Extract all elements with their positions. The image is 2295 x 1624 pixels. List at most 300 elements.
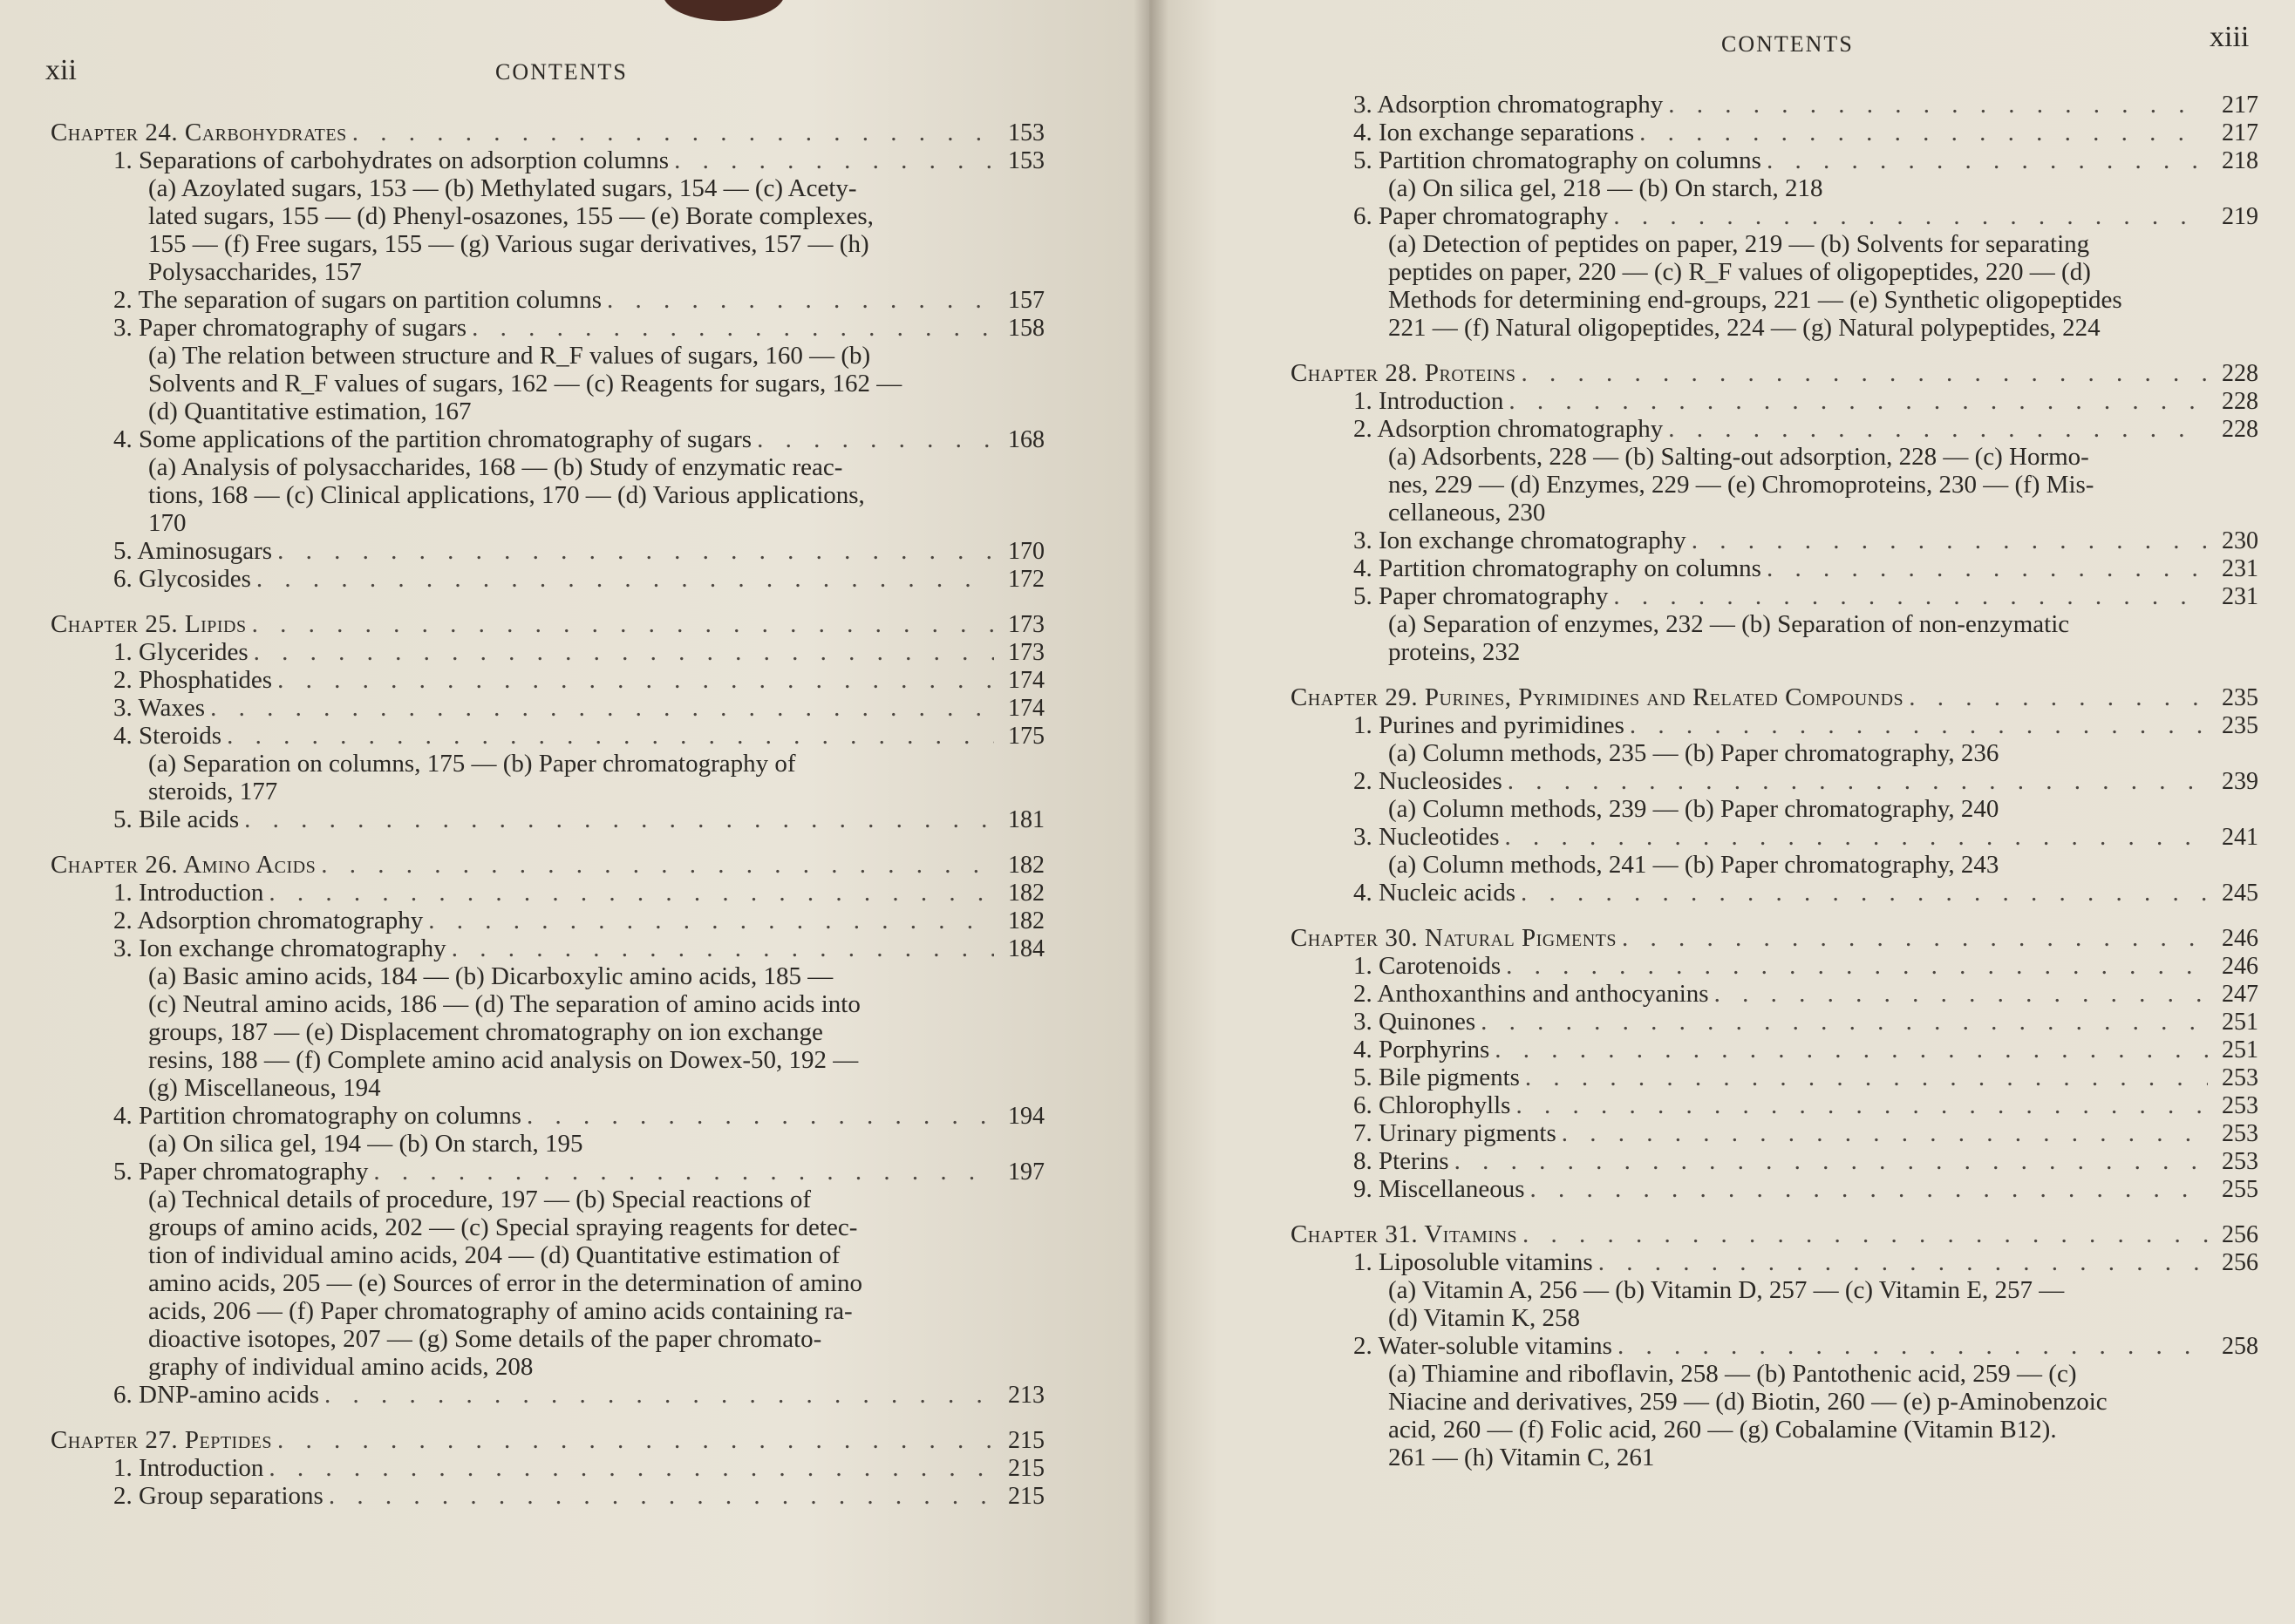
chapter-title: Chapter 26. Amino Acids: [51, 851, 317, 879]
entry-title: 1. Glycerides: [113, 638, 249, 666]
toc-subentry: [1291, 1276, 2258, 1304]
toc-subentry: [51, 174, 1045, 202]
toc-subentry-text: (a) Adsorbents, 228 — (b) Salting-out adsorption, 228 — (c) Hormo-: [1388, 443, 2089, 471]
entry-title: 3. Nucleotides: [1353, 823, 1500, 851]
chapter-title: Chapter 29. Purines, Pyrimidines and Related Compounds: [1291, 683, 1904, 711]
toc-subentry-text: (a) Azoylated sugars, 153 — (b) Methylated sugars, 154 — (c) Acety-: [148, 174, 857, 202]
toc-subentry: [51, 1241, 1045, 1269]
toc-entry: [51, 1454, 1045, 1482]
toc-chapter: [51, 610, 1045, 638]
toc-subentry-text: Niacine and derivatives, 259 — (d) Biotin, 260 — (e) p-Aminobenzoic: [1388, 1388, 2108, 1416]
entry-title: 5. Paper chromatography: [113, 1158, 369, 1186]
page-ref: 218: [2222, 147, 2258, 174]
toc-subentry-text: (d) Vitamin K, 258: [1388, 1304, 1581, 1332]
toc-subentry-text: groups of amino acids, 202 — (c) Special spraying reagents for detec-: [148, 1213, 858, 1241]
dot-leader: [1909, 683, 2208, 711]
toc-entry: [1291, 1091, 2258, 1119]
toc-entry: [1291, 952, 2258, 980]
entry-title: 2. Water-soluble vitamins: [1353, 1332, 1612, 1360]
page-ref: 217: [2222, 119, 2258, 146]
toc-subentry-text: (g) Miscellaneous, 194: [148, 1074, 381, 1102]
page-ref: 184: [1008, 935, 1045, 962]
dot-leader: [1639, 119, 2208, 146]
toc-subentry: [51, 258, 1045, 286]
page-ref: 246: [2222, 925, 2258, 952]
page-ref: 153: [1008, 119, 1045, 146]
dot-leader: [321, 851, 994, 879]
chapter-title: Chapter 30. Natural Pigments: [1291, 924, 1617, 952]
page-ref: 245: [2222, 880, 2258, 907]
toc-entry: [51, 879, 1045, 907]
toc-entry: [1291, 387, 2258, 415]
chapter-title: Chapter 24. Carbohydrates: [51, 119, 347, 146]
toc-chapter: [51, 851, 1045, 879]
toc-subentry-text: (a) On silica gel, 194 — (b) On starch, 195: [148, 1130, 583, 1158]
toc-entry: [51, 694, 1045, 722]
toc-entry: [51, 722, 1045, 750]
entry-title: 3. Ion exchange chromatography: [113, 934, 446, 962]
toc-subentry: [51, 750, 1045, 778]
dot-leader: [1613, 582, 2208, 610]
toc-subentry: [51, 1046, 1045, 1074]
toc-chapter: [1291, 683, 2258, 711]
dot-leader: [324, 1381, 994, 1409]
page-number: xii: [45, 54, 77, 86]
toc-subentry-text: 221 — (f) Natural oligopeptides, 224 — (g) Natural polypeptides, 224: [1388, 314, 2101, 342]
dot-leader: [1530, 1175, 2208, 1203]
toc-subentry-text: Polysaccharides, 157: [148, 258, 362, 286]
toc-entry: [51, 1381, 1045, 1409]
page-header: CONTENTS: [1721, 31, 1854, 57]
toc-entry: [51, 286, 1045, 314]
dot-leader: [1767, 554, 2208, 582]
page-ref: 158: [1008, 315, 1045, 342]
page-ref: 253: [2222, 1148, 2258, 1175]
dot-leader: [352, 119, 994, 146]
toc-list: [51, 119, 1045, 1510]
toc-entry: [1291, 1332, 2258, 1360]
dot-leader: [1598, 1248, 2208, 1276]
entry-title: 9. Miscellaneous: [1353, 1175, 1525, 1203]
dot-leader: [277, 666, 994, 694]
page-ref: 157: [1008, 287, 1045, 314]
toc-subentry: [51, 453, 1045, 481]
toc-entry: [51, 1102, 1045, 1130]
page-ref: 172: [1008, 566, 1045, 593]
toc-subentry-text: amino acids, 205 — (e) Sources of error in the determination of amino: [148, 1269, 863, 1297]
dot-leader: [674, 146, 994, 174]
dot-leader: [244, 805, 994, 833]
dot-leader: [1714, 980, 2208, 1008]
entry-title: 8. Pterins: [1353, 1147, 1449, 1175]
page-ref: 241: [2222, 824, 2258, 851]
toc-entry: [1291, 1147, 2258, 1175]
toc-subentry-text: 170: [148, 509, 187, 537]
page-ref: 235: [2222, 712, 2258, 739]
toc-subentry: [51, 1297, 1045, 1325]
page-ref: 255: [2222, 1176, 2258, 1203]
toc-entry: [1291, 527, 2258, 554]
page-ref: 213: [1008, 1382, 1045, 1409]
toc-entry: [1291, 1008, 2258, 1036]
toc-subentry: [51, 398, 1045, 425]
dot-leader: [472, 314, 994, 342]
dot-leader: [1521, 359, 2208, 387]
toc-subentry-text: proteins, 232: [1388, 638, 1521, 666]
toc-subentry: [51, 1353, 1045, 1381]
toc-entry: [51, 666, 1045, 694]
toc-subentry-text: (d) Quantitative estimation, 167: [148, 398, 472, 425]
page-ref: 217: [2222, 92, 2258, 119]
page-ref: 153: [1008, 147, 1045, 174]
page-ref: 235: [2222, 684, 2258, 711]
toc-subentry: [1291, 851, 2258, 879]
toc-subentry-text: cellaneous, 230: [1388, 499, 1546, 527]
toc-list: [1291, 91, 2258, 1471]
toc-entry: [51, 1482, 1045, 1510]
page-ref: 228: [2222, 388, 2258, 415]
dot-leader: [1767, 146, 2208, 174]
entry-title: 1. Introduction: [113, 879, 264, 907]
toc-entry: [51, 934, 1045, 962]
dot-leader: [277, 537, 994, 565]
toc-entry: [1291, 1248, 2258, 1276]
dot-leader: [1692, 527, 2208, 554]
page-ref: 228: [2222, 360, 2258, 387]
toc-subentry: [51, 1130, 1045, 1158]
page-ref: 170: [1008, 538, 1045, 565]
dot-leader: [269, 1454, 994, 1482]
dot-leader: [428, 907, 994, 934]
toc-subentry: [51, 1325, 1045, 1353]
toc-subentry-text: (a) Thiamine and riboflavin, 258 — (b) Pantothenic acid, 259 — (c): [1388, 1360, 2077, 1388]
toc-subentry-text: 261 — (h) Vitamin C, 261: [1388, 1444, 1655, 1471]
dot-leader: [1505, 823, 2208, 851]
entry-title: 4. Steroids: [113, 722, 222, 750]
toc-entry: [1291, 554, 2258, 582]
toc-entry: [51, 314, 1045, 342]
dot-leader: [1521, 879, 2208, 907]
dot-leader: [1525, 1063, 2208, 1091]
toc-chapter: [51, 119, 1045, 146]
toc-subentry-text: (a) Analysis of polysaccharides, 168 — (b) Study of enzymatic reac-: [148, 453, 843, 481]
dot-leader: [227, 722, 994, 750]
toc-subentry: [1291, 499, 2258, 527]
page-ref: 253: [2222, 1064, 2258, 1091]
page-ref: 182: [1008, 907, 1045, 934]
toc-subentry-text: dioactive isotopes, 207 — (g) Some details of the paper chromato-: [148, 1325, 822, 1353]
page-ref: 197: [1008, 1159, 1045, 1186]
toc-subentry-text: tion of individual amino acids, 204 — (d) Quantitative estimation of: [148, 1241, 841, 1269]
toc-chapter: [1291, 924, 2258, 952]
toc-subentry: [51, 1213, 1045, 1241]
chapter-title: Chapter 25. Lipids: [51, 610, 247, 638]
dot-leader: [254, 638, 994, 666]
toc-subentry: [1291, 795, 2258, 823]
toc-entry: [51, 1158, 1045, 1186]
entry-title: 2. Group separations: [113, 1482, 323, 1510]
toc-subentry: [1291, 1388, 2258, 1416]
toc-subentry: [1291, 471, 2258, 499]
page-ref: 182: [1008, 852, 1045, 879]
page-ref: 173: [1008, 639, 1045, 666]
toc-entry: [1291, 823, 2258, 851]
toc-subentry-text: (a) Column methods, 239 — (b) Paper chromatography, 240: [1388, 795, 1999, 823]
page-ref: 253: [2222, 1120, 2258, 1147]
entry-title: 7. Urinary pigments: [1353, 1119, 1556, 1147]
dot-leader: [329, 1482, 994, 1510]
page-ref: 215: [1008, 1455, 1045, 1482]
toc-subentry: [51, 509, 1045, 537]
toc-subentry-text: 155 — (f) Free sugars, 155 — (g) Various sugar derivatives, 157 — (h): [148, 230, 869, 258]
dot-leader: [1668, 91, 2208, 119]
toc-chapter: [1291, 1220, 2258, 1248]
toc-subentry-text: (a) Detection of peptides on paper, 219 — (b) Solvents for separating: [1388, 230, 2090, 258]
dot-leader: [1522, 1220, 2208, 1248]
page-number: xiii: [2210, 21, 2250, 53]
toc-subentry-text: (a) Column methods, 235 — (b) Paper chromatography, 236: [1388, 739, 1999, 767]
dot-leader: [452, 934, 994, 962]
page-ref: 174: [1008, 695, 1045, 722]
toc-subentry: [1291, 286, 2258, 314]
toc-entry: [1291, 1119, 2258, 1147]
dot-leader: [256, 565, 994, 593]
entry-title: 5. Partition chromatography on columns: [1353, 146, 1761, 174]
right-page: [1149, 0, 2295, 1624]
toc-subentry: [1291, 314, 2258, 342]
toc-subentry-text: tions, 168 — (c) Clinical applications, 170 — (d) Various applications,: [148, 481, 865, 509]
toc-entry: [51, 146, 1045, 174]
dot-leader: [607, 286, 994, 314]
toc-entry: [1291, 582, 2258, 610]
entry-title: 1. Introduction: [113, 1454, 264, 1482]
toc-subentry: [1291, 443, 2258, 471]
dot-leader: [1515, 1091, 2208, 1119]
toc-subentry-text: peptides on paper, 220 — (c) R_F values of oligopeptides, 220 — (d): [1388, 258, 2091, 286]
toc-entry: [1291, 91, 2258, 119]
page-ref: 231: [2222, 583, 2258, 610]
dot-leader: [1622, 924, 2208, 952]
entry-title: 2. Adsorption chromatography: [1353, 415, 1664, 443]
entry-title: 6. Paper chromatography: [1353, 202, 1609, 230]
toc-subentry: [51, 342, 1045, 370]
dot-leader: [1630, 711, 2208, 739]
entry-title: 4. Partition chromatography on columns: [113, 1102, 521, 1130]
entry-title: 2. Phosphatides: [113, 666, 273, 694]
page-ref: 173: [1008, 611, 1045, 638]
chapter-title: Chapter 31. Vitamins: [1291, 1220, 1518, 1248]
entry-title: 1. Purines and pyrimidines: [1353, 711, 1624, 739]
entry-title: 4. Nucleic acids: [1353, 879, 1516, 907]
entry-title: 3. Waxes: [113, 694, 206, 722]
page-ref: 228: [2222, 416, 2258, 443]
dot-leader: [527, 1102, 994, 1130]
dot-leader: [1506, 952, 2208, 980]
toc-subentry-text: acids, 206 — (f) Paper chromatography of amino acids containing ra-: [148, 1297, 853, 1325]
dot-leader: [373, 1158, 994, 1186]
toc-entry: [1291, 119, 2258, 146]
toc-subentry-text: lated sugars, 155 — (d) Phenyl-osazones, 155 — (e) Borate complexes,: [148, 202, 874, 230]
toc-subentry: [1291, 739, 2258, 767]
page-ref: 253: [2222, 1092, 2258, 1119]
dot-leader: [757, 425, 994, 453]
dot-leader: [1508, 767, 2208, 795]
page-ref: 230: [2222, 527, 2258, 554]
dot-leader: [1481, 1008, 2208, 1036]
toc-subentry-text: nes, 229 — (d) Enzymes, 229 — (e) Chromoproteins, 230 — (f) Mis-: [1388, 471, 2094, 499]
toc-subentry: [1291, 610, 2258, 638]
toc-subentry: [51, 202, 1045, 230]
entry-title: 1. Liposoluble vitamins: [1353, 1248, 1593, 1276]
entry-title: 4. Partition chromatography on columns: [1353, 554, 1761, 582]
dot-leader: [1508, 387, 2208, 415]
toc-entry: [1291, 1036, 2258, 1063]
entry-title: 6. DNP-amino acids: [113, 1381, 319, 1409]
page-ref: 246: [2222, 953, 2258, 980]
dot-leader: [1495, 1036, 2208, 1063]
entry-title: 6. Chlorophylls: [1353, 1091, 1511, 1119]
toc-subentry-text: groups, 187 — (e) Displacement chromatography on ion exchange: [148, 1018, 823, 1046]
page-ref: 194: [1008, 1103, 1045, 1130]
toc-subentry-text: Solvents and R_F values of sugars, 162 — (c) Reagents for sugars, 162 —: [148, 370, 902, 398]
page-ref: 215: [1008, 1483, 1045, 1510]
entry-title: 1. Carotenoids: [1353, 952, 1502, 980]
toc-entry: [51, 537, 1045, 565]
toc-subentry: [51, 1186, 1045, 1213]
toc-subentry-text: (a) Basic amino acids, 184 — (b) Dicarboxylic amino acids, 185 —: [148, 962, 834, 990]
entry-title: 1. Introduction: [1353, 387, 1504, 415]
toc-subentry: [1291, 230, 2258, 258]
dot-leader: [1454, 1147, 2208, 1175]
toc-entry: [1291, 415, 2258, 443]
dot-leader: [1562, 1119, 2208, 1147]
page-ref: 251: [2222, 1036, 2258, 1063]
toc-subentry: [51, 1018, 1045, 1046]
toc-entry: [51, 638, 1045, 666]
chapter-title: Chapter 27. Peptides: [51, 1426, 273, 1454]
toc-entry: [1291, 980, 2258, 1008]
dot-leader: [1668, 415, 2208, 443]
dot-leader: [1613, 202, 2208, 230]
toc-subentry-text: steroids, 177: [148, 778, 278, 805]
toc-subentry-text: graphy of individual amino acids, 208: [148, 1353, 534, 1381]
toc-entry: [1291, 1063, 2258, 1091]
dot-leader: [1617, 1332, 2208, 1360]
toc-subentry: [51, 370, 1045, 398]
toc-entry: [51, 425, 1045, 453]
toc-subentry-text: (a) Technical details of procedure, 197 — (b) Special reactions of: [148, 1186, 811, 1213]
toc-subentry: [1291, 1416, 2258, 1444]
toc-entry: [51, 907, 1045, 934]
entry-title: 4. Some applications of the partition chromatography of sugars: [113, 425, 753, 453]
toc-subentry: [1291, 174, 2258, 202]
toc-entry: [1291, 767, 2258, 795]
toc-subentry: [51, 1269, 1045, 1297]
toc-subentry: [51, 778, 1045, 805]
toc-subentry-text: (a) Column methods, 241 — (b) Paper chromatography, 243: [1388, 851, 1999, 879]
toc-entry: [1291, 711, 2258, 739]
toc-subentry-text: (c) Neutral amino acids, 186 — (d) The separation of amino acids into: [148, 990, 861, 1018]
toc-subentry: [51, 230, 1045, 258]
toc-entry: [1291, 202, 2258, 230]
entry-title: 5. Bile pigments: [1353, 1063, 1520, 1091]
page-ref: 231: [2222, 555, 2258, 582]
entry-title: 2. Nucleosides: [1353, 767, 1502, 795]
entry-title: 1. Separations of carbohydrates on adsorption columns: [113, 146, 670, 174]
toc-subentry: [1291, 1444, 2258, 1471]
page-ref: 251: [2222, 1009, 2258, 1036]
toc-subentry: [1291, 258, 2258, 286]
page-ref: 182: [1008, 880, 1045, 907]
toc-chapter: [51, 1426, 1045, 1454]
page-ref: 168: [1008, 426, 1045, 453]
entry-title: 5. Aminosugars: [113, 537, 273, 565]
book-gutter: [1134, 0, 1168, 1624]
toc-subentry-text: (a) Separation on columns, 175 — (b) Paper chromatography of: [148, 750, 796, 778]
page-ref: 256: [2222, 1249, 2258, 1276]
toc-subentry-text: (a) Separation of enzymes, 232 — (b) Separation of non-enzymatic: [1388, 610, 2070, 638]
toc-entry: [51, 565, 1045, 593]
page-ref: 258: [2222, 1333, 2258, 1360]
toc-entry: [1291, 879, 2258, 907]
toc-subentry: [51, 962, 1045, 990]
page-ref: 175: [1008, 723, 1045, 750]
page-ref: 256: [2222, 1221, 2258, 1248]
toc-subentry-text: (a) On silica gel, 218 — (b) On starch, 218: [1388, 174, 1823, 202]
entry-title: 2. The separation of sugars on partition columns: [113, 286, 603, 314]
toc-chapter: [1291, 359, 2258, 387]
dot-leader: [277, 1426, 994, 1454]
entry-title: 3. Adsorption chromatography: [1353, 91, 1664, 119]
page-header: CONTENTS: [495, 59, 628, 85]
page-ref: 247: [2222, 981, 2258, 1008]
entry-title: 4. Ion exchange separations: [1353, 119, 1635, 146]
entry-title: 6. Glycosides: [113, 565, 251, 593]
entry-title: 3. Quinones: [1353, 1008, 1476, 1036]
page-ref: 219: [2222, 203, 2258, 230]
dot-leader: [269, 879, 994, 907]
toc-entry: [1291, 146, 2258, 174]
entry-title: 2. Anthoxanthins and anthocyanins: [1353, 980, 1709, 1008]
toc-subentry: [51, 1074, 1045, 1102]
dot-leader: [210, 694, 994, 722]
toc-subentry-text: Methods for determining end-groups, 221 — (e) Synthetic oligopeptides: [1388, 286, 2122, 314]
entry-title: 5. Paper chromatography: [1353, 582, 1609, 610]
dot-leader: [252, 610, 994, 638]
chapter-title: Chapter 28. Proteins: [1291, 359, 1516, 387]
page-ref: 215: [1008, 1427, 1045, 1454]
entry-title: 3. Ion exchange chromatography: [1353, 527, 1686, 554]
toc-subentry: [51, 990, 1045, 1018]
toc-subentry-text: (a) The relation between structure and R_F values of sugars, 160 — (b): [148, 342, 871, 370]
toc-entry: [1291, 1175, 2258, 1203]
entry-title: 2. Adsorption chromatography: [113, 907, 424, 934]
entry-title: 3. Paper chromatography of sugars: [113, 314, 467, 342]
entry-title: 5. Bile acids: [113, 805, 240, 833]
toc-subentry: [1291, 638, 2258, 666]
entry-title: 4. Porphyrins: [1353, 1036, 1490, 1063]
page-ref: 174: [1008, 667, 1045, 694]
toc-entry: [51, 805, 1045, 833]
page-ref: 181: [1008, 806, 1045, 833]
toc-subentry-text: resins, 188 — (f) Complete amino acid analysis on Dowex-50, 192 —: [148, 1046, 859, 1074]
toc-subentry: [1291, 1304, 2258, 1332]
toc-subentry: [51, 481, 1045, 509]
toc-subentry-text: acid, 260 — (f) Folic acid, 260 — (g) Cobalamine (Vitamin B12).: [1388, 1416, 2057, 1444]
toc-subentry-text: (a) Vitamin A, 256 — (b) Vitamin D, 257 — (c) Vitamin E, 257 —: [1388, 1276, 2065, 1304]
toc-subentry: [1291, 1360, 2258, 1388]
page-ref: 239: [2222, 768, 2258, 795]
